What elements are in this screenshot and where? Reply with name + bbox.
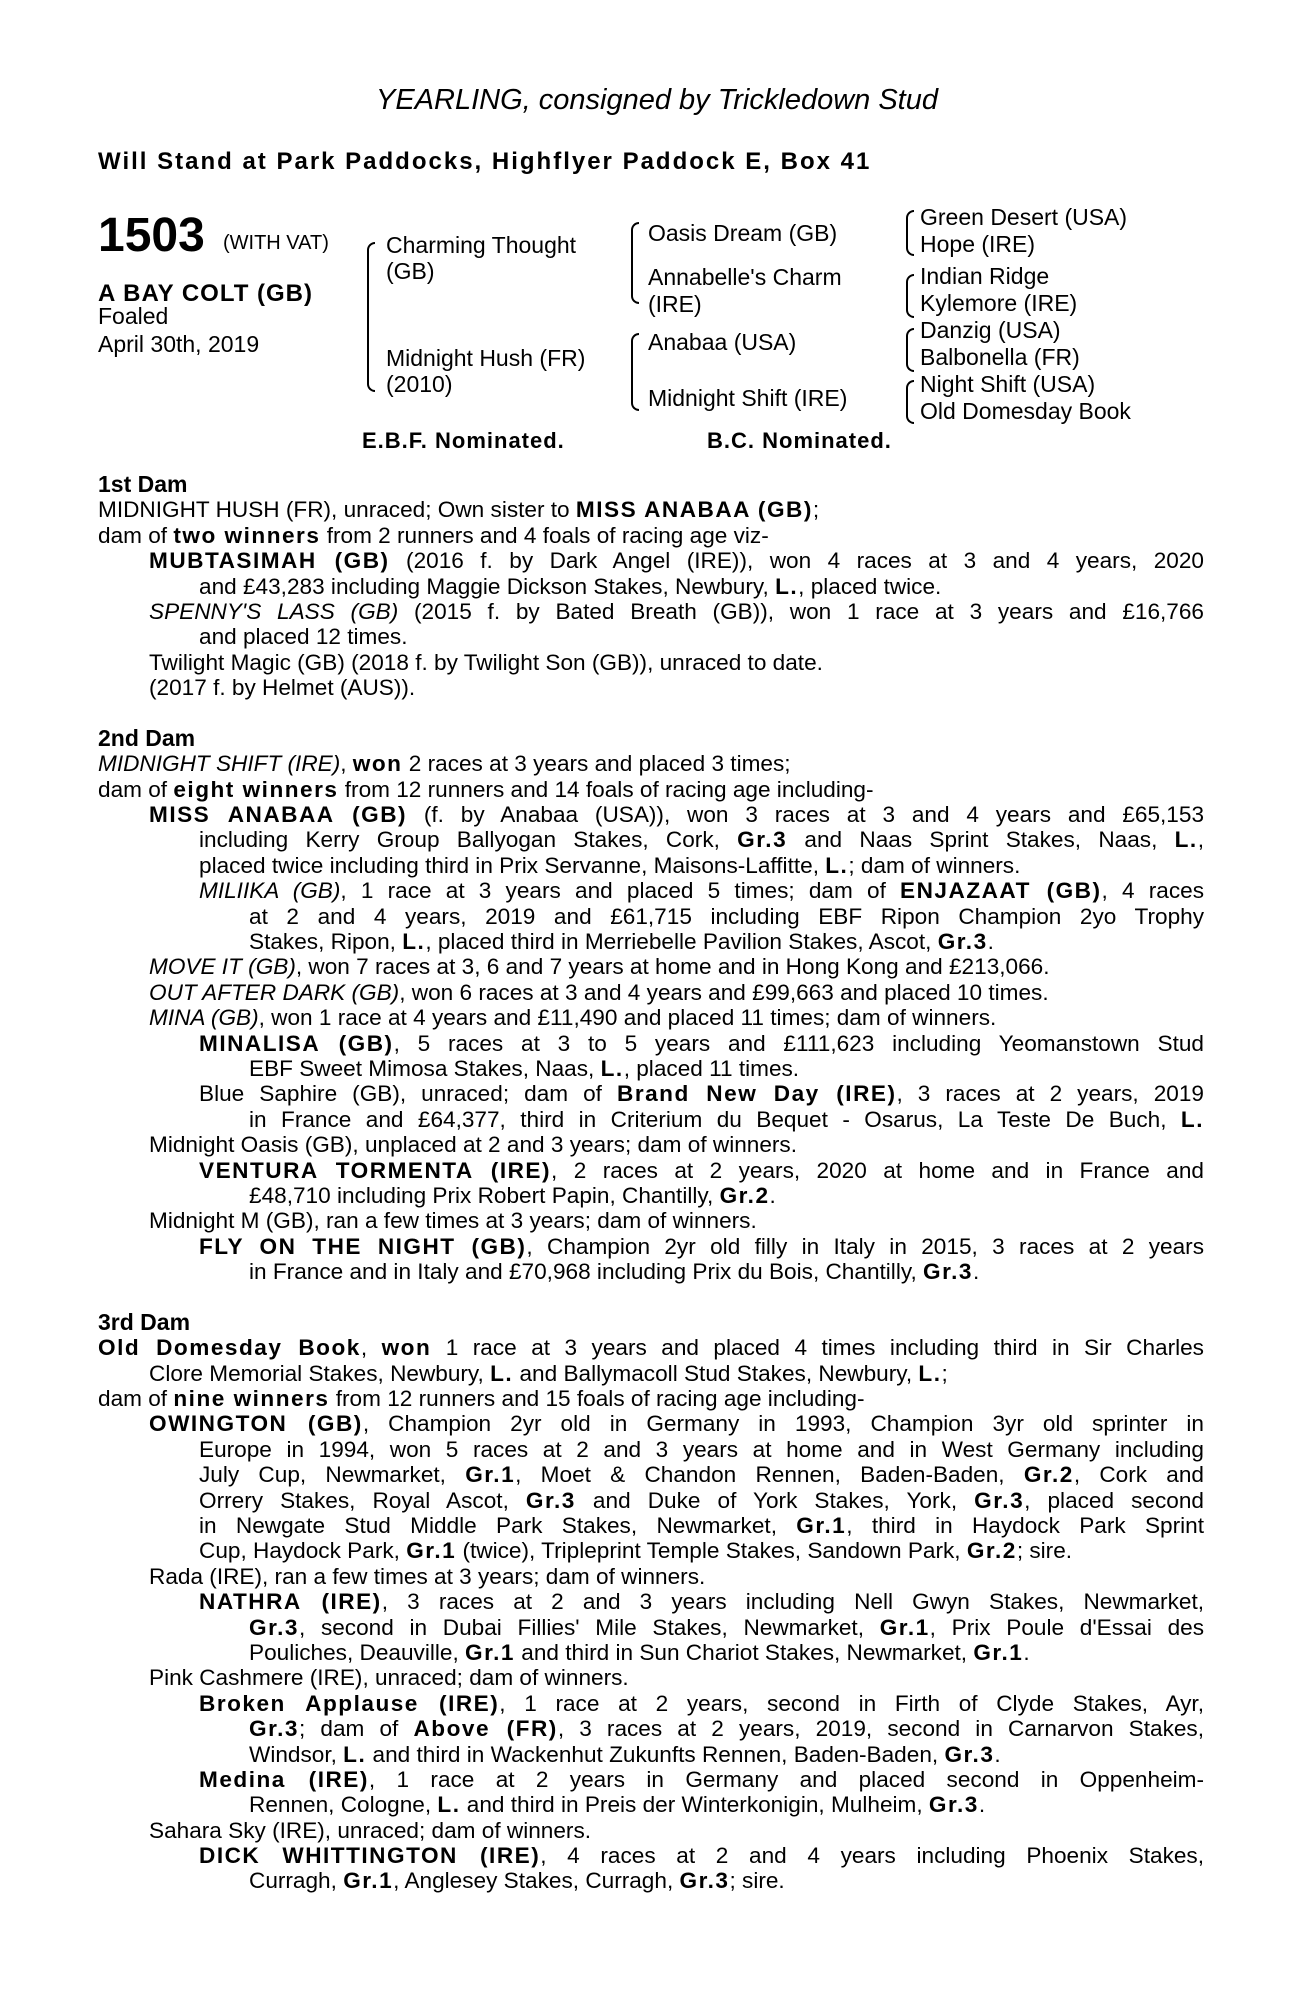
second-dam-line: MINALISA (GB), 5 races at 3 to 5 years and £111,623 including Yeomanstown Stud [199,1030,1204,1056]
second-dam-line: in France and £64,377, third in Criterium du Bequet - Osarus, La Teste De Buch, L. [249,1106,1204,1132]
g3-sire-sire-sire: Green Desert (USA) [920,204,1128,230]
sire-origin: (GB) [386,258,435,284]
third-dam-line: July Cup, Newmarket, Gr.1, Moet & Chandon Rennen, Baden-Baden, Gr.2, Cork and [199,1462,1204,1488]
foaled-label: Foaled [98,303,169,329]
first-dam-line: (2017 f. by Helmet (AUS)). [149,675,416,701]
horse-name: A BAY COLT (GB) [98,280,314,307]
third-dam-line: Gr.3, second in Dubai Fillies' Mile Stakes, Newmarket, Gr.1, Prix Poule d'Essai des [249,1614,1204,1640]
pedigree-brace [906,210,914,256]
g3-dam-dam-dam: Old Domesday Book [920,398,1131,424]
third-dam-line: Orrery Stakes, Royal Ascot, Gr.3 and Duke of York Stakes, York, Gr.3, placed second [199,1487,1204,1513]
pedigree-brace [367,242,375,392]
third-dam-line: Cup, Haydock Park, Gr.1 (twice), Tripleprint Temple Stakes, Sandown Park, Gr.2; sire. [199,1538,1073,1564]
second-dam-line: Blue Saphire (GB), unraced; dam of Brand New Day (IRE), 3 races at 2 years, 2019 [199,1081,1204,1107]
third-dam-line: dam of nine winners from 12 runners and 15 foals of racing age including- [98,1386,865,1412]
second-dam-line: including Kerry Group Ballyogan Stakes, Cork, Gr.3 and Naas Sprint Stakes, Naas, L., [199,827,1204,853]
second-dam-line: MINA (GB), won 1 race at 4 years and £11,490 and placed 11 times; dam of winners. [149,1005,997,1031]
second-dam-line: Stakes, Ripon, L., placed third in Merriebelle Pavilion Stakes, Ascot, Gr.3. [249,929,994,955]
third-dam-line: Curragh, Gr.1, Anglesey Stakes, Curragh, Gr.3; sire. [249,1868,785,1894]
pedigree-brace [631,222,639,304]
first-dam-line: dam of two winners from 2 runners and 4 foals of racing age viz- [98,522,769,548]
second-dam-line: EBF Sweet Mimosa Stakes, Naas, L., placed 11 times. [249,1055,800,1081]
foaled-date: April 30th, 2019 [98,331,260,357]
lot-number: 1503 [98,209,205,262]
sire-dam: Annabelle's Charm [648,264,842,290]
second-dam-line: placed twice including third in Prix Servanne, Maisons-Laffitte, L.; dam of winners. [199,852,1021,878]
dam-year: (2010) [386,371,453,397]
second-dam-line: dam of eight winners from 12 runners and 14 foals of racing age including- [98,776,874,802]
dam-dam: Midnight Shift (IRE) [648,385,848,411]
third-dam-line: OWINGTON (GB), Champion 2yr old in Germany in 1993, Champion 3yr old sprinter in [149,1411,1204,1437]
second-dam-line: OUT AFTER DARK (GB), won 6 races at 3 and 4 years and £99,663 and placed 10 times. [149,979,1049,1005]
second-dam-line: VENTURA TORMENTA (IRE), 2 races at 2 years, 2020 at home and in France and [199,1157,1204,1183]
third-dam-line: Old Domesday Book, won 1 race at 3 years and placed 4 times including third in Sir Charles [98,1335,1204,1361]
sire-sire: Oasis Dream (GB) [648,220,838,246]
third-dam-line: Pouliches, Deauville, Gr.1 and third in Sun Chariot Stakes, Newmarket, Gr.1. [249,1639,1030,1665]
third-dam-line: Europe in 1994, won 5 races at 2 and 3 years at home and in West Germany including [199,1436,1204,1462]
pedigree-brace [906,274,914,318]
dam-records [98,472,1204,1894]
second-dam-line: FLY ON THE NIGHT (GB), Champion 2yr old filly in Italy in 2015, 3 races at 2 years [199,1233,1204,1259]
g3-dam-dam-sire: Night Shift (USA) [920,371,1096,397]
third-dam-line: Gr.3; dam of Above (FR), 3 races at 2 years, 2019, second in Carnarvon Stakes, [249,1716,1204,1742]
second-dam-line: MILIIKA (GB), 1 race at 3 years and placed 5 times; dam of ENJAZAAT (GB), 4 races [199,878,1204,904]
pedigree-brace [631,333,639,411]
first-dam-line: and placed 12 times. [199,624,408,650]
sire-name: Charming Thought [386,232,577,258]
vat-label: (WITH VAT) [223,232,329,254]
first-dam-heading: 1st Dam [98,471,188,497]
third-dam-heading: 3rd Dam [98,1308,191,1335]
third-dam-line: Broken Applause (IRE), 1 race at 2 years, second in Firth of Clyde Stakes, Ayr, [199,1690,1204,1716]
first-dam-line: MUBTASIMAH (GB) (2016 f. by Dark Angel (IRE)), won 4 races at 3 and 4 years, 2020 [149,548,1204,574]
second-dam-line: MOVE IT (GB), won 7 races at 3, 6 and 7 years at home and in Hong Kong and £213,066. [149,954,1050,980]
g3-dam-sire-dam: Balbonella (FR) [920,344,1080,370]
second-dam-line: Midnight M (GB), ran a few times at 3 years; dam of winners. [149,1208,757,1234]
g3-sire-sire-dam: Hope (IRE) [920,231,1036,257]
second-dam-line: in France and in Italy and £70,968 including Prix du Bois, Chantilly, Gr.3. [249,1259,980,1285]
dam-sire: Anabaa (USA) [648,329,797,355]
first-dam-line: and £43,283 including Maggie Dickson Stakes, Newbury, L., placed twice. [199,573,942,599]
third-dam-line: DICK WHITTINGTON (IRE), 4 races at 2 and 4 years including Phoenix Stakes, [199,1843,1204,1869]
g3-sire-dam-sire: Indian Ridge [920,263,1050,289]
sire-dam-origin: (IRE) [648,291,702,317]
third-dam-line: Rennen, Cologne, L. and third in Preis der Winterkonigin, Mulheim, Gr.3. [249,1792,986,1818]
first-dam-line: MIDNIGHT HUSH (FR), unraced; Own sister to MISS ANABAA (GB); [98,497,820,523]
third-dam-line: Rada (IRE), ran a few times at 3 years; dam of winners. [149,1563,706,1589]
second-dam-heading: 2nd Dam [98,724,196,751]
third-dam-line: in Newgate Stud Middle Park Stakes, Newmarket, Gr.1, third in Haydock Park Sprint [199,1513,1204,1539]
pedigree-brace [906,380,914,424]
bc-nomination: B.C. Nominated. [707,428,892,453]
third-dam-line: Sahara Sky (IRE), unraced; dam of winners. [149,1817,592,1843]
pedigree-brace [906,328,914,372]
first-dam-line: Twilight Magic (GB) (2018 f. by Twilight Son (GB)), unraced to date. [149,649,823,675]
third-dam-line: Windsor, L. and third in Wackenhut Zukunfts Rennen, Baden-Baden, Gr.3. [249,1741,1001,1767]
third-dam-line: NATHRA (IRE), 3 races at 2 and 3 years including Nell Gwyn Stakes, Newmarket, [199,1589,1204,1615]
first-dam-line: SPENNY'S LASS (GB) (2015 f. by Bated Breath (GB)), won 1 race at 3 years and £16,766 [149,598,1204,624]
g3-sire-dam-dam: Kylemore (IRE) [920,290,1078,316]
ebf-nomination: E.B.F. Nominated. [362,428,565,453]
second-dam-line: MISS ANABAA (GB) (f. by Anabaa (USA)), won 3 races at 3 and 4 years and £65,153 [149,802,1204,828]
stable-location: Will Stand at Park Paddocks, Highflyer Paddock E, Box 41 [98,148,872,175]
third-dam-line: Clore Memorial Stakes, Newbury, L. and Ballymacoll Stud Stakes, Newbury, L.; [149,1360,948,1386]
g3-dam-sire-sire: Danzig (USA) [920,317,1061,343]
dam-name: Midnight Hush (FR) [386,345,586,371]
catalogue-subtitle: YEARLING, consigned by Trickledown Stud [375,84,938,116]
second-dam-line: at 2 and 4 years, 2019 and £61,715 including EBF Ripon Champion 2yo Trophy [249,903,1204,929]
second-dam-line: £48,710 including Prix Robert Papin, Chantilly, Gr.2. [249,1182,776,1208]
third-dam-line: Pink Cashmere (IRE), unraced; dam of winners. [149,1665,629,1691]
second-dam-line: Midnight Oasis (GB), unplaced at 2 and 3 years; dam of winners. [149,1132,798,1158]
third-dam-line: Medina (IRE), 1 race at 2 years in Germany and placed second in Oppenheim- [199,1766,1204,1792]
second-dam-line: MIDNIGHT SHIFT (IRE), won 2 races at 3 years and placed 3 times; [98,751,791,777]
